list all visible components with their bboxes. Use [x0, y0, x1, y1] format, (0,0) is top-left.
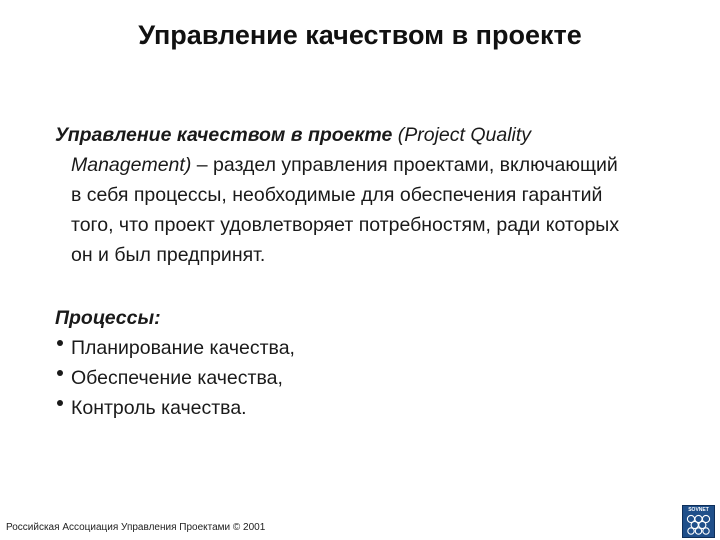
process-item-label: Обеспечение качества, [71, 367, 283, 389]
processes-list [55, 333, 655, 423]
list-item [55, 363, 655, 393]
definition-line-3: в себя процессы, необходимые для обеспечения гарантий [71, 184, 603, 206]
process-item-label: Контроль качества. [71, 397, 247, 419]
list-item [55, 333, 655, 363]
list-item [55, 393, 655, 423]
definition-english-end: Management) [71, 154, 192, 176]
footer-copyright: Российская Ассоциация Управления Проектами © 2001 [6, 522, 266, 533]
processes-section [55, 303, 655, 423]
sovnet-logo [682, 505, 715, 538]
definition-line-4: того, что проект удовлетворяет потребностям, ради которых [71, 214, 620, 236]
olympic-rings-icon [683, 506, 714, 537]
definition-line-2 [55, 150, 685, 180]
definition-english-start: (Project Quality [392, 124, 532, 146]
definition-line-2-rest: – раздел управления проектами, включающий [191, 154, 618, 176]
definition-line-5: он и был предпринят. [71, 244, 266, 266]
definition-paragraph [55, 120, 685, 270]
bullet-icon [57, 400, 63, 406]
bullet-icon [57, 370, 63, 376]
bullet-icon [57, 340, 63, 346]
slide-title: Управление качеством в проекте [138, 20, 582, 50]
process-item-label: Планирование качества, [71, 337, 295, 359]
definition-line-1 [55, 120, 685, 150]
definition-term: Управление качеством в проекте [55, 124, 393, 146]
processes-heading: Процессы: [55, 307, 161, 329]
logo-text: SOVNET [688, 507, 709, 513]
